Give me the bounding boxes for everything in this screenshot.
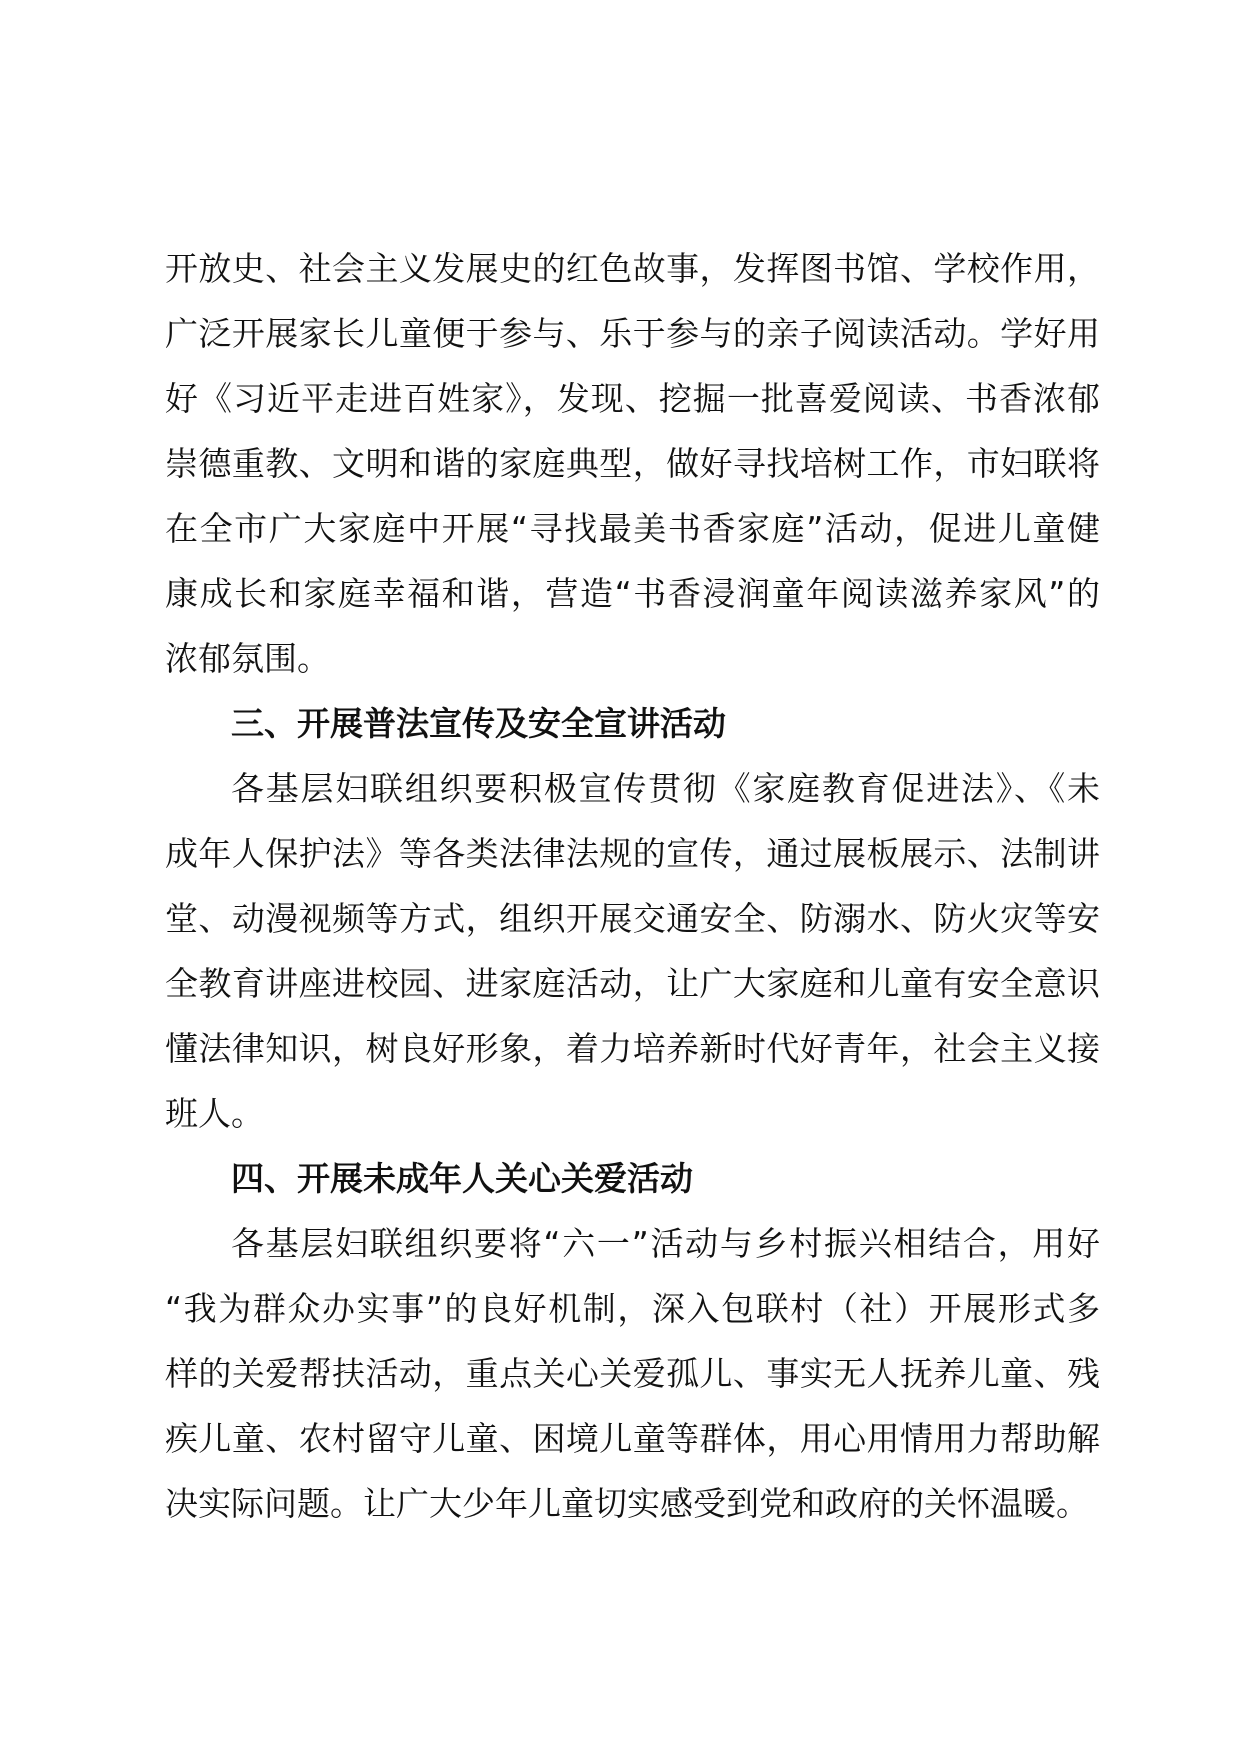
text-line: 康成长和家庭幸福和谐，营造“书香浸润童年阅读滋养家风”的 [165, 574, 1100, 613]
paragraph-minor-care [165, 1211, 1100, 1536]
text-line: 浓郁氛围。 [165, 639, 330, 678]
document-body [165, 236, 1100, 1536]
text-line: 班人。 [165, 1094, 264, 1133]
text-line: 懂法律知识，树良好形象，着力培养新时代好青年，社会主义接 [165, 1029, 1100, 1068]
text-line: 堂、动漫视频等方式，组织开展交通安全、防溺水、防火灾等安 [165, 899, 1100, 938]
paragraph-reading-activities [165, 236, 1100, 691]
paragraph-legal-safety [165, 756, 1100, 1146]
text-line: 崇德重教、文明和谐的家庭典型，做好寻找培树工作，市妇联将 [165, 444, 1100, 483]
text-line: 开放史、社会主义发展史的红色故事，发挥图书馆、学校作用， [165, 249, 1100, 288]
text-line: 疾儿童、农村留守儿童、困境儿童等群体，用心用情用力帮助解 [165, 1419, 1100, 1458]
text-line: 各基层妇联组织要积极宣传贯彻《家庭教育促进法》、《未 [231, 769, 1100, 808]
text-line: 决实际问题。让广大少年儿童切实感受到党和政府的关怀温暖。 [165, 1484, 1089, 1523]
text-line: 好《习近平走进百姓家》，发现、挖掘一批喜爱阅读、书香浓郁 [165, 379, 1100, 418]
text-line: 全教育讲座进校园、进家庭活动，让广大家庭和儿童有安全意识 [165, 964, 1100, 1003]
text-line: 各基层妇联组织要将“六一”活动与乡村振兴相结合，用好 [231, 1224, 1100, 1263]
text-line: 广泛开展家长儿童便于参与、乐于参与的亲子阅读活动。学好用 [165, 314, 1100, 353]
section-heading-3: 三、开展普法宣传及安全宣讲活动 [231, 704, 726, 743]
text-line: 样的关爱帮扶活动，重点关心关爱孤儿、事实无人抚养儿童、残 [165, 1354, 1100, 1393]
section-heading-4: 四、开展未成年人关心关爱活动 [231, 1159, 693, 1198]
text-line: 在全市广大家庭中开展“寻找最美书香家庭”活动，促进儿童健 [165, 509, 1100, 548]
text-line: 成年人保护法》等各类法律法规的宣传，通过展板展示、法制讲 [165, 834, 1100, 873]
text-line: “我为群众办实事”的良好机制，深入包联村（社）开展形式多 [165, 1289, 1100, 1328]
